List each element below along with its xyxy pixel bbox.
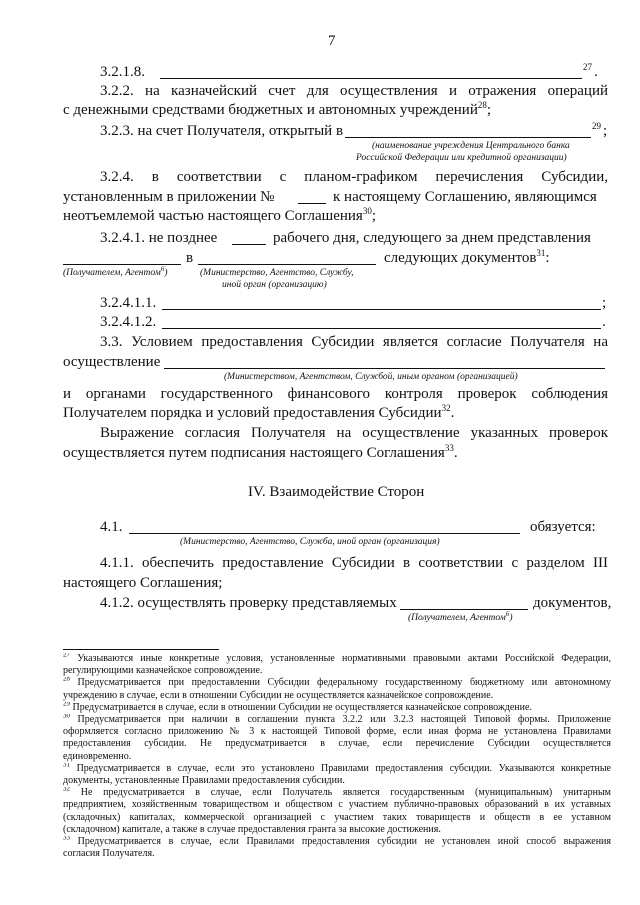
- footnote-line: [63, 690, 611, 702]
- clause-3-3-blank: [164, 368, 605, 369]
- footnote-29: [63, 702, 611, 714]
- clause-4-1-1-line2: настоящего Соглашения;: [63, 575, 223, 591]
- clause-3-3-line2: осуществление: [63, 354, 161, 370]
- clause-4-1-2-a: 4.1.2. осуществлять проверку представляемых: [100, 595, 397, 611]
- clause-3-2-4-1-a: 3.2.4.1. не позднее: [100, 230, 218, 246]
- clause-3-3-line3: и органами государственного финансового контроля проверок соблюдения: [63, 386, 608, 402]
- footnote-line: [63, 751, 611, 763]
- footnote-ref-30: 30: [362, 206, 372, 216]
- clause-3-2-4-line2b: к настоящему Соглашению, являющимся: [333, 189, 597, 205]
- clause-3-2-2-line2: [63, 101, 491, 119]
- clause-4-1-2-note: [408, 609, 513, 624]
- footnote-line: [63, 763, 611, 775]
- clause-3-2-2-end: ;: [486, 102, 492, 118]
- clause-3-2-3-end: ;: [603, 123, 608, 139]
- clause-3-3-line4-end: .: [450, 405, 455, 421]
- clause-3-2-4-1-text: следующих документов: [384, 250, 537, 266]
- clause-3-2-4-1-authority-blank: [198, 264, 376, 265]
- clause-4-1-2-note-end: ): [509, 613, 513, 623]
- footnote-line: [63, 714, 611, 726]
- clause-3-2-4-1-d: [384, 249, 550, 267]
- footnote-line: [63, 726, 611, 738]
- footnote-line: [63, 824, 611, 836]
- clause-3-2-4-1-2-number: 3.2.4.1.2.: [100, 314, 157, 330]
- footnote-text: согласия Получателя.: [63, 848, 155, 860]
- note-left-text: (Получателем, Агентом: [63, 268, 161, 278]
- clause-3-2-4-line1: 3.2.4. в соответствии с планом-графиком перечисления Субсидии,: [100, 169, 608, 185]
- clause-3-2-4-1-1-number: 3.2.4.1.1.: [100, 295, 157, 311]
- clause-4-1-2-note-text: (Получателем, Агентом: [408, 613, 506, 623]
- clause-3-2-3-ref: 29: [592, 121, 601, 131]
- clause-3-2-1-8-blank: [160, 78, 582, 79]
- clause-3-2-4-1-note-left: [63, 264, 168, 279]
- page-number: 7: [328, 33, 336, 49]
- note-left-end: ): [164, 268, 168, 278]
- footnote-text: Предусматривается в случае, если в отношении Субсидии не осуществляется казначейское сопровождение.: [72, 701, 532, 713]
- clause-4-1-2-note-ref: 6: [505, 609, 510, 618]
- clause-3-2-4-text: неотъемлемой частью настоящего Соглашения: [63, 208, 363, 224]
- clause-3-2-3-text: 3.2.3. на счет Получателя, открытый в: [100, 123, 344, 139]
- clause-3-2-4-line3: [63, 207, 376, 225]
- footnote-line: [63, 812, 611, 824]
- clause-3-2-4-1-2-blank: [162, 328, 601, 329]
- clause-3-2-1-8-ref: 27: [583, 62, 592, 72]
- footnote-33: [63, 836, 611, 860]
- footnote-text: предприятием, хозяйственным товариществом и обществом с участием публично-правовых образований в их уставных: [63, 799, 611, 811]
- clause-3-2-2-line1: 3.2.2. на казначейский счет для осуществления и отражения операций: [100, 83, 608, 99]
- footnote-28: [63, 677, 611, 701]
- clause-3-2-4-1-note-mid-2: иной орган (организацию): [222, 280, 327, 290]
- footnote-text: регулирующими казначейское сопровождение.: [63, 665, 263, 677]
- footnote-32: [63, 787, 611, 836]
- footnote-number: 28: [63, 677, 70, 684]
- footnote-line: [63, 702, 611, 714]
- footnote-line: [63, 653, 611, 665]
- section-4-heading: IV. Взаимодействие Сторон: [248, 484, 425, 500]
- footnote-ref-28: 28: [477, 100, 487, 110]
- footnote-text: Предусматривается в случае, если Правилами предоставления субсидии не установлен иной способ выражения: [77, 836, 611, 848]
- footnote-number: 30: [63, 714, 70, 720]
- footnote-text: (складочных) капиталах, коммерческой организацией с участием таких товариществ и обществ в ее уставном: [63, 811, 611, 823]
- clause-3-3-line6: [63, 444, 458, 462]
- clause-3-2-4-1-1-end: ;: [602, 295, 607, 311]
- footnote-text: единовременно.: [63, 750, 132, 762]
- clause-3-3-line6-text: осуществляется путем подписания настоящего Соглашения: [63, 445, 445, 461]
- clause-3-2-4-end: ;: [371, 208, 376, 224]
- clause-4-1-note: (Министерство, Агентство, Служба, иной орган (организация): [180, 537, 440, 547]
- note-left-ref: 6: [160, 264, 165, 273]
- footnote-text: Предусматривается при предоставлении Субсидии федеральному государственному бюджетному или автономному: [77, 677, 611, 689]
- clause-3-3-line6-end: .: [453, 445, 458, 461]
- clause-3-2-4-1-days-blank: [232, 244, 266, 245]
- clause-4-1-end: обязуется:: [530, 519, 596, 535]
- clause-4-1-number: 4.1.: [100, 519, 123, 535]
- footnote-text: (складочном) капитале, а также в случае предоставления гранта за высокие достижения.: [63, 823, 441, 835]
- clause-3-2-3-blank: [345, 137, 591, 138]
- footnote-30: [63, 714, 611, 763]
- footnote-number: 27: [63, 653, 70, 659]
- clause-3-3-line4-text: Получателем порядка и условий предоставления Субсидии: [63, 405, 442, 421]
- footnote-line: [63, 738, 611, 750]
- clause-3-3-note: (Министерством, Агентством, Службой, иным органом (организацией): [224, 372, 518, 382]
- footnote-text: Не предусматривается в случае, если Получатель является государственным (муниципальным) унитарным: [80, 787, 611, 799]
- clause-3-3-line1: 3.3. Условием предоставления Субсидии является согласие Получателя на: [100, 334, 608, 350]
- clause-3-2-4-1-b: рабочего дня, следующего за днем представления: [273, 230, 591, 246]
- clause-3-2-4-1-note-mid-1: (Министерство, Агентство, Службу,: [200, 268, 354, 278]
- footnote-text: Предусматривается в случае, если это установлено Правилами предоставления субсидии. Указываются конкретные: [76, 762, 611, 774]
- footnote-text: Указываются иные конкретные условия, установленные нормативными правовыми актами Российской Федерации,: [77, 653, 611, 664]
- footnote-text: документы, установленные Правилами предоставления субсидии.: [63, 775, 345, 787]
- footnote-text: учреждению в случае, если в отношении Субсидии не осуществляется казначейское сопровождение.: [63, 689, 494, 701]
- clause-3-2-2-text: с денежными средствами бюджетных и автономных учреждений: [63, 102, 478, 118]
- clause-3-2-1-8-number: 3.2.1.8.: [100, 64, 145, 80]
- footnote-line: [63, 677, 611, 689]
- clause-3-2-4-1-c: в: [186, 250, 194, 266]
- footnote-line: [63, 799, 611, 811]
- clause-4-1-2-b: документов,: [533, 595, 612, 611]
- clause-3-2-4-1-1-blank: [162, 309, 601, 310]
- footnote-text: оформляется согласно приложению № 3 к настоящей Типовой форме, если иная форма не установлена Правилами: [63, 726, 611, 738]
- footnote-separator: [63, 649, 219, 650]
- footnote-line: [63, 665, 611, 677]
- footnote-number: 29: [63, 701, 70, 708]
- clause-4-1-1-line1: 4.1.1. обеспечить предоставление Субсидии в соответствии с разделом III: [100, 555, 608, 571]
- footnote-line: [63, 848, 611, 860]
- clause-3-2-1-8-end: .: [594, 64, 598, 80]
- clause-4-1-blank: [129, 533, 520, 534]
- footnote-27: [63, 653, 611, 677]
- footnote-number: 33: [63, 836, 70, 842]
- footnote-ref-31: 31: [536, 248, 546, 258]
- clause-3-2-4-1-2-end: .: [602, 314, 606, 330]
- footnote-31: [63, 763, 611, 787]
- footnote-ref-33: 33: [444, 443, 454, 453]
- footnotes: [63, 653, 611, 860]
- clause-3-2-3-note-2: Российской Федерации или кредитной организации): [356, 153, 567, 163]
- clause-3-2-4-appendix-blank: [298, 203, 326, 204]
- footnote-text: Предусматривается при наличии в соглашении пункта 3.2.2 или 3.2.3 настоящей Типовой формы. Приложение: [77, 714, 611, 726]
- footnote-ref-32: 32: [441, 403, 451, 413]
- footnote-line: [63, 836, 611, 848]
- clause-3-3-line4: [63, 404, 454, 422]
- footnote-line: [63, 787, 611, 799]
- footnote-line: [63, 775, 611, 787]
- clause-3-2-4-1-end: :: [545, 250, 550, 266]
- clause-3-2-3-note-1: (наименование учреждения Центрального банка: [372, 141, 570, 151]
- clause-3-2-4-line2a: установленным в приложении №: [63, 189, 275, 205]
- footnote-number: 31: [63, 762, 70, 769]
- footnote-text: предоставления субсидии. Не предусматривается в случае, если перечисление Субсидии осуществляется: [63, 738, 611, 750]
- footnote-number: 32: [63, 787, 70, 793]
- clause-3-3-line5: Выражение согласия Получателя на осуществление указанных проверок: [100, 425, 608, 441]
